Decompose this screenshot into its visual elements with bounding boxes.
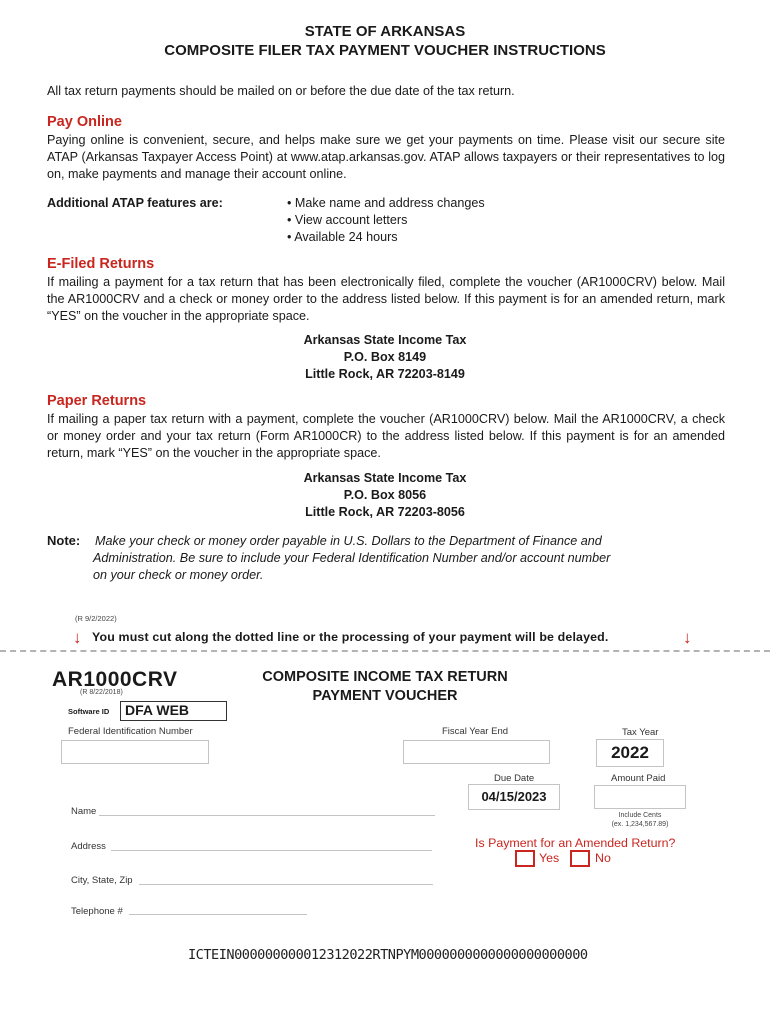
form-id: AR1000CRV [52, 668, 178, 691]
amount-paid-label: Amount Paid [611, 773, 666, 784]
cut-dotted-line[interactable] [0, 650, 770, 652]
page-title: STATE OF ARKANSAS [304, 23, 466, 40]
pay-online-text: Paying online is convenient, secure, and helps make sure we get your payments on time. Please visit our secure site ATAP (Arkansas Taxpayer Access Point) at www.atap.arkansas.gov. ATAP allows taxpayers or their representatives to log on, make payments and manage their account online. [47, 133, 725, 181]
address-label: Address [71, 841, 106, 852]
due-date-label: Due Date [494, 773, 535, 784]
note-text: Make your check or money order payable in U.S. Dollars to the Department of Finance and [95, 534, 602, 548]
telephone-field[interactable] [129, 914, 307, 915]
paper-address-line: Little Rock, AR 72203-8056 [305, 505, 465, 519]
revision-date: (R 9/2/2022) [75, 614, 117, 623]
atap-features-label: Additional ATAP features are: [47, 196, 223, 210]
efiled-address-line: P.O. Box 8149 [343, 350, 427, 364]
paper-text: If mailing a paper tax return with a payment, complete the voucher (AR1000CRV) below. Mail the AR1000CRV, a check or money order and your tax return (Form AR1000CR) to the address listed below. If this payment is for an amended return, mark “YES” on the voucher in the appropriate space. [47, 412, 725, 460]
voucher-title: COMPOSITE INCOME TAX RETURN [262, 669, 508, 685]
city-state-zip-field[interactable] [139, 884, 433, 885]
include-cents-example: (ex. 1,234,567.89) [611, 821, 669, 828]
amended-yes-checkbox[interactable] [515, 850, 535, 867]
no-label: No [595, 851, 611, 865]
efiled-address-line: Little Rock, AR 72203-8149 [305, 367, 465, 381]
paper-heading: Paper Returns [47, 393, 147, 409]
name-field[interactable] [99, 815, 435, 816]
scanline: ICTEIN000000000012312022RTNPYM0000000000000000000000 [188, 947, 588, 963]
tax-year-field[interactable]: 2022 [596, 739, 664, 767]
voucher-subtitle: PAYMENT VOUCHER [312, 688, 458, 704]
due-date-field[interactable]: 04/15/2023 [468, 784, 560, 810]
arrow-down-icon: ↓ [73, 628, 82, 647]
tax-year-label: Tax Year [622, 727, 659, 738]
amended-question: Is Payment for an Amended Return? [475, 836, 676, 850]
atap-feature-item: • View account letters [287, 213, 408, 227]
paper-address-line: P.O. Box 8056 [343, 488, 427, 502]
fiscal-year-end-label: Fiscal Year End [442, 726, 509, 737]
page-subtitle: COMPOSITE FILER TAX PAYMENT VOUCHER INSTRUCTIONS [164, 42, 606, 59]
pay-online-heading: Pay Online [47, 114, 122, 130]
form-revision: (R 8/22/2018) [80, 689, 123, 696]
city-state-zip-label: City, State, Zip [71, 875, 133, 886]
intro-text: All tax return payments should be mailed on or before the due date of the tax return. [47, 84, 515, 98]
fein-label: Federal Identification Number [68, 726, 193, 737]
name-label: Name [71, 806, 97, 817]
atap-feature-item: • Make name and address changes [287, 196, 485, 210]
atap-feature-item: • Available 24 hours [287, 230, 398, 244]
paper-address-line: Arkansas State Income Tax [303, 471, 467, 485]
note-label: Note: [47, 533, 81, 548]
note-text: Administration. Be sure to include your Federal Identification Number and/or account number [93, 551, 611, 565]
efiled-address-line: Arkansas State Income Tax [303, 333, 467, 347]
amended-no-checkbox[interactable] [570, 850, 590, 867]
efiled-text: If mailing a payment for a tax return that has been electronically filed, complete the voucher (AR1000CRV) below. Mail the AR1000CRV and a check or money order to the address listed below. If this payment is for an amended return, mark “YES” on the voucher in the appropriate space. [47, 275, 725, 323]
fein-field[interactable] [61, 740, 209, 764]
note-text: on your check or money order. [93, 568, 264, 582]
cut-warning: You must cut along the dotted line or the processing of your payment will be delayed. [92, 630, 609, 644]
software-id-label: Software ID [68, 707, 110, 716]
efiled-heading: E-Filed Returns [47, 256, 155, 272]
telephone-label: Telephone # [71, 906, 123, 917]
yes-label: Yes [539, 851, 560, 865]
software-id-box: DFA WEB [120, 701, 227, 721]
fiscal-year-end-field[interactable] [403, 740, 550, 764]
address-field[interactable] [111, 850, 432, 851]
amount-paid-field[interactable] [594, 785, 686, 809]
arrow-down-icon: ↓ [683, 628, 692, 647]
include-cents-note: Include Cents [618, 812, 662, 819]
